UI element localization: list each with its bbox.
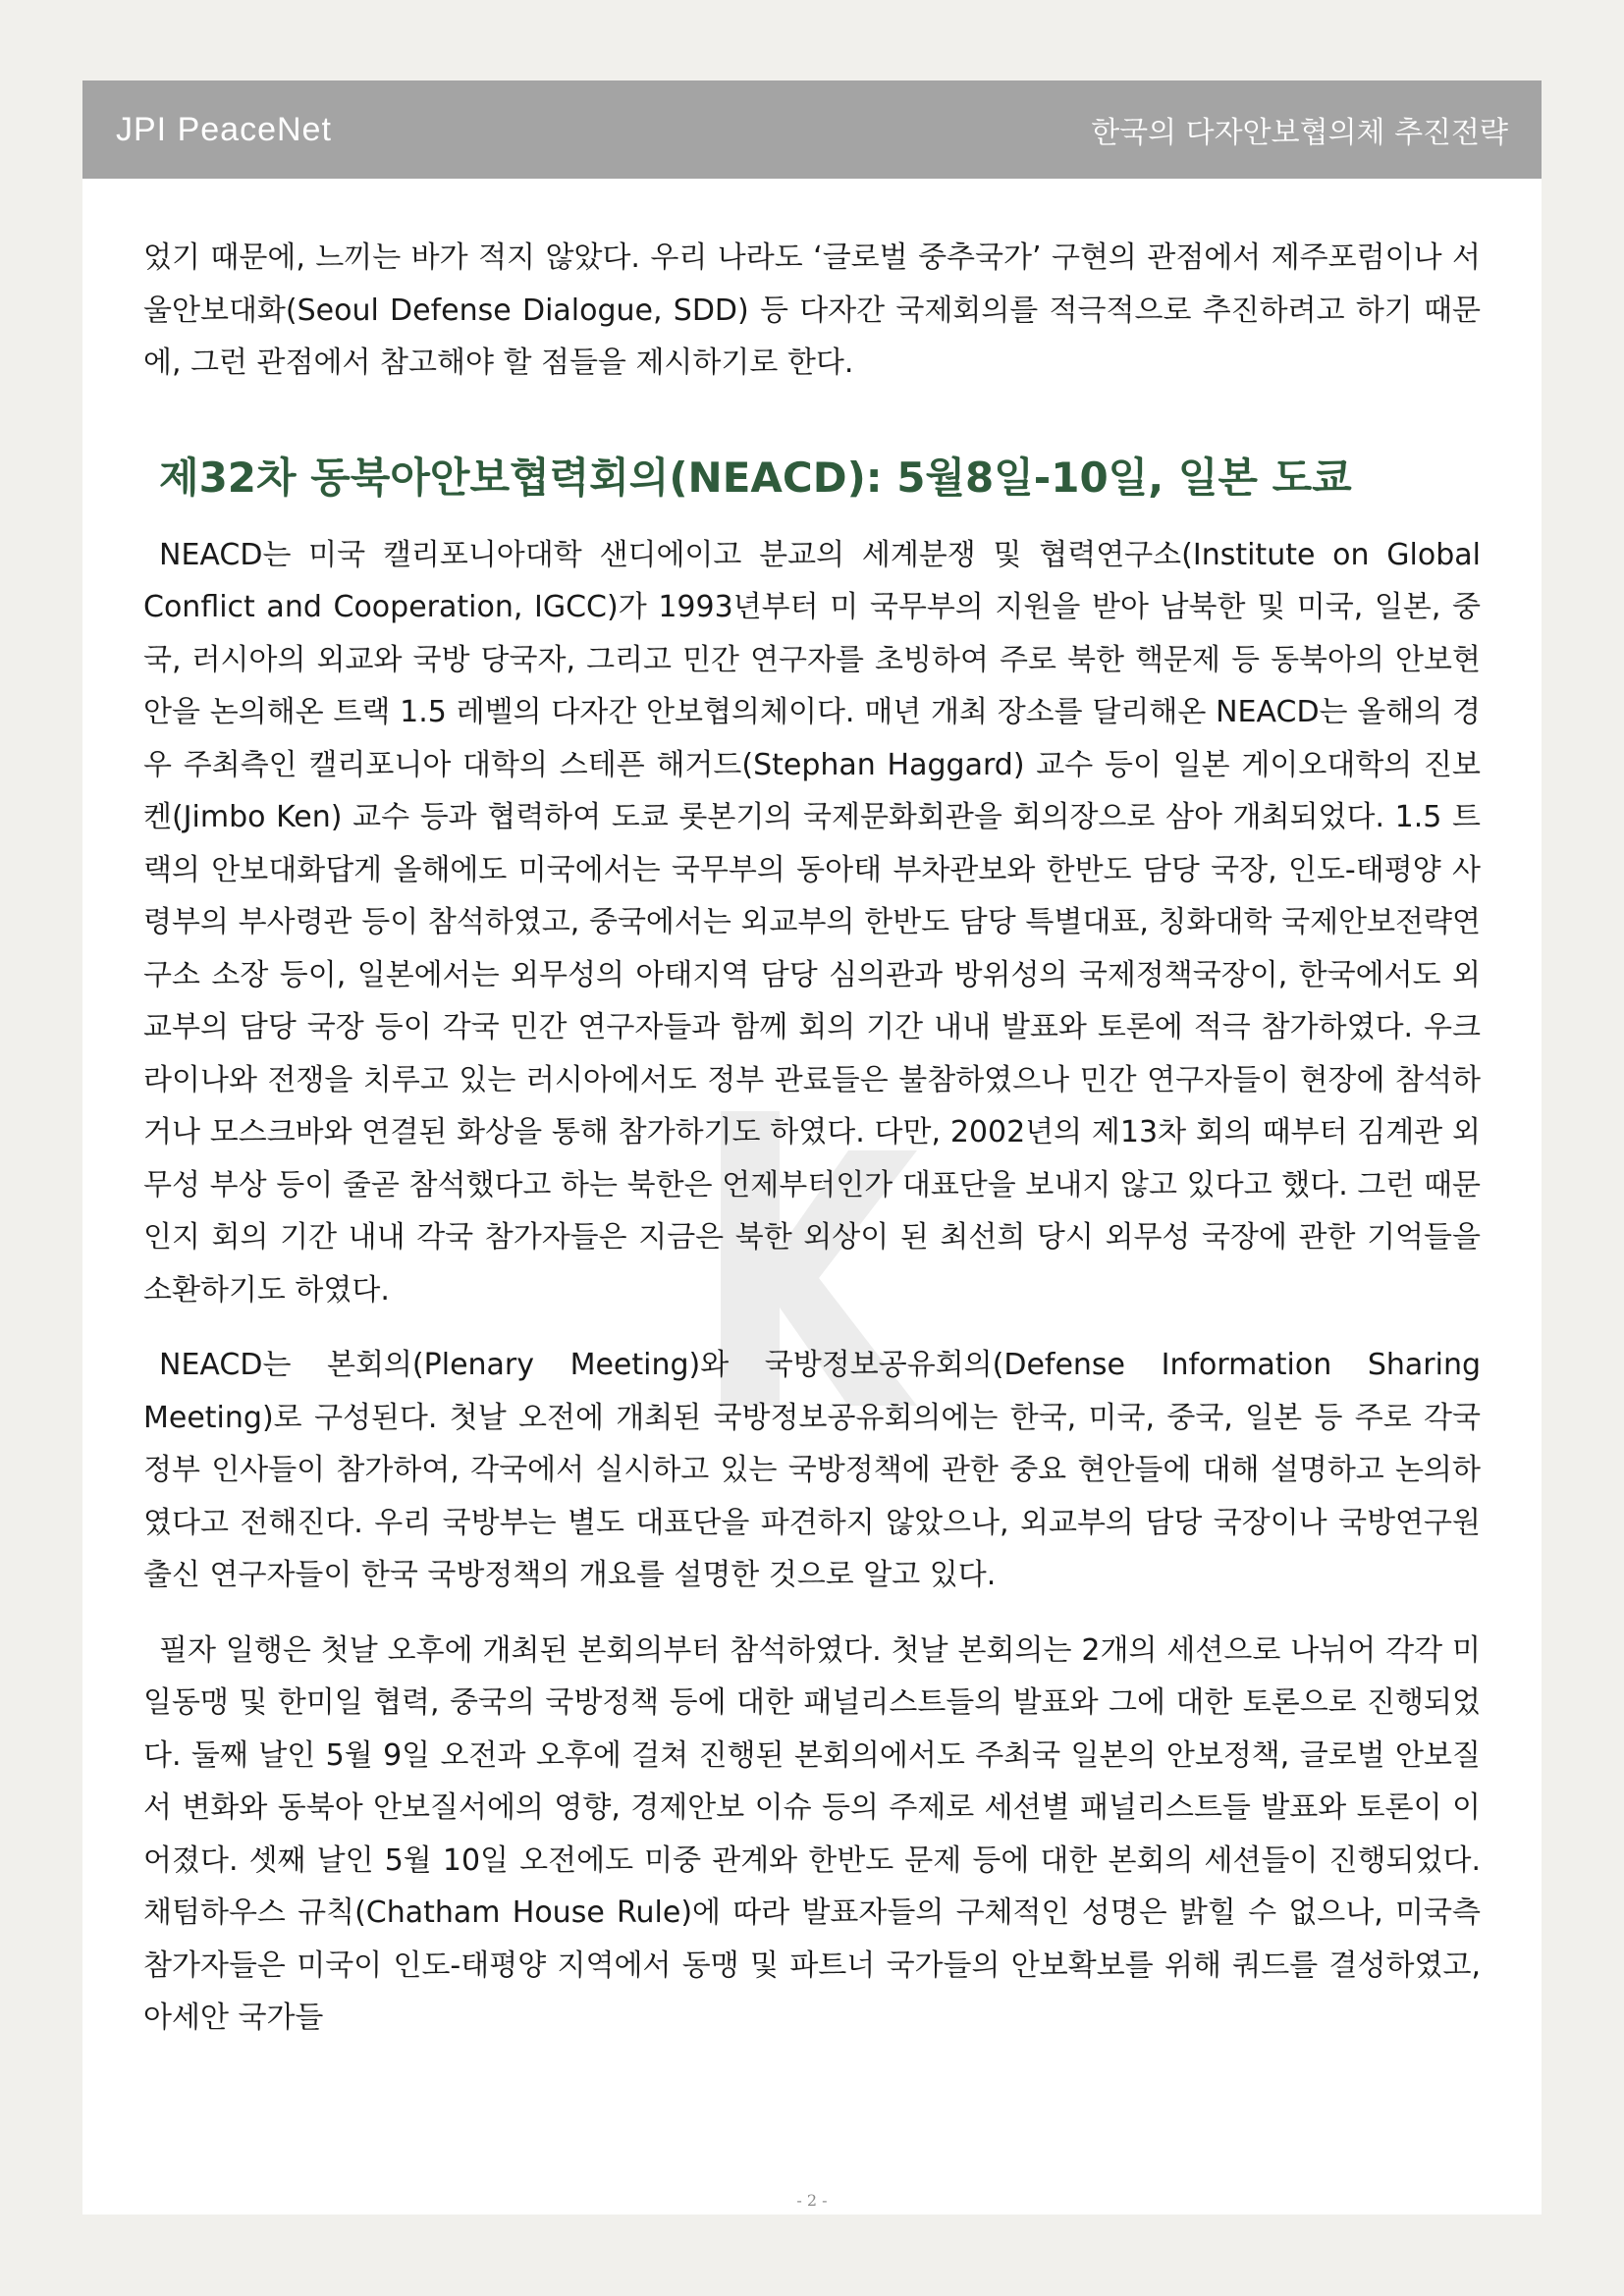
page-number: - 2 - [796, 2191, 828, 2210]
body-paragraph-3: 필자 일행은 첫날 오후에 개최된 본회의부터 참석하였다. 첫날 본회의는 2개의 세션으로 나뉘어 각각 미일동맹 및 한미일 협력, 중국의 국방정책 등에 대한 패널리스트들의 발표와 그에 대한 토론으로 진행되었다. 둘째 날인 5월 9일 오전과 오후에 걸쳐 진행된 본회의에서도 주최국 일본의 안보정책, 글로벌 안보질서 변화와 동북아 안보질서에의 영향, 경제안보 이슈 등의 주제로 세션별 패널리스트들 발표와 토론이 이어졌다. 셋째 날인 5월 10일 오전에도 미중 관계와 한반도 문제 등에 대한 본회의 세션들이 진행되었다. 채텀하우스 규칙(Chatham House Rule)에 따라 발표자들의 구체적인 성명은 밝힐 수 없으나, 미국측 참가자들은 미국이 인도-태평양 지역에서 동맹 및 파트너 국가들의 안보확보를 위해 쿼드를 결성하였고, 아세안 국가들 [143, 1632, 1481, 2035]
body-paragraph-1: NEACD는 미국 캘리포니아대학 샌디에이고 분교의 세계분쟁 및 협력연구소(Institute on Global Conflict and Cooperation, IGCC)가 1993년부터 미 국무부의 지원을 받아 남북한 및 미국, 일본, 중국, 러시아의 외교와 국방 당국자, 그리고 민간 연구자를 초빙하여 주로 북한 핵문제 등 동북아의 안보현안을 논의해온 트랙 1.5 레벨의 다자간 안보협의체이다. 매년 개최 장소를 달리해온 NEACD는 올해의 경우 주최측인 캘리포니아 대학의 스테픈 해거드(Stephan Haggard) 교수 등이 일본 게이오대학의 진보 켄(Jimbo Ken) 교수 등과 협력하여 도쿄 롯본기의 국제문화회관을 회의장으로 삼아 개최되었다. 1.5 트랙의 안보대화답게 올해에도 미국에서는 국무부의 동아태 부차관보와 한반도 담당 국장, 인도-태평양 사령부의 부사령관 등이 참석하였고, 중국에서는 외교부의 한반도 담당 특별대표, 칭화대학 국제안보전략연구소 소장 등이, 일본에서는 외무성의 아태지역 담당 심의관과 방위성의 국제정책국장이, 한국에서도 외교부의 담당 국장 등이 각국 민간 연구자들과 함께 회의 기간 내내 발표와 토론에 적극 참가하였다. 우크라이나와 전쟁을 치루고 있는 러시아에서도 정부 관료들은 불참하였으나 민간 연구자들이 현장에 참석하거나 모스크바와 연결된 화상을 통해 참가하기도 하였다. 다만, 2002년의 제13차 회의 때부터 김계관 외무성 부상 등이 줄곧 참석했다고 하는 북한은 언제부터인가 대표단을 보내지 않고 있다고 했다. 그런 때문인지 회의 기간 내내 각국 참가자들은 지금은 북한 외상이 된 최선희 당시 외무성 국장에 관한 기억들을 소환하기도 하였다. [143, 537, 1481, 1308]
document-title: 한국의 다자안보협의체 추진전략 [1091, 116, 1508, 150]
document-page [82, 80, 1542, 2215]
intro-paragraph: 었기 때문에, 느끼는 바가 적지 않았다. 우리 나라도 ‘글로벌 중추국가’ 구현의 관점에서 제주포럼이나 서울안보대화(Seoul Defense Dialogue, SDD) 등 다자간 국제회의를 적극적으로 추진하려고 하기 때문에, 그런 관점에서 참고해야 할 점들을 제시하기로 한다. [143, 240, 1481, 380]
brand-name: JPI PeaceNet [116, 110, 332, 148]
main-content [143, 232, 1481, 2045]
section-heading: 제32차 동북아안보협력회의(NEACD): 5월8일-10일, 일본 도쿄 [159, 453, 1352, 502]
body-paragraph-2: NEACD는 본회의(Plenary Meeting)와 국방정보공유회의(Defense Information Sharing Meeting)로 구성된다. 첫날 오전에 개최된 국방정보공유회의에는 한국, 미국, 중국, 일본 등 주로 각국 정부 인사들이 참가하여, 각국에서 실시하고 있는 국방정책에 관한 중요 현안들에 대해 설명하고 논의하였다고 전해진다. 우리 국방부는 별도 대표단을 파견하지 않았으나, 외교부의 담당 국장이나 국방연구원 출신 연구자들이 한국 국방정책의 개요를 설명한 것으로 알고 있다. [143, 1348, 1481, 1592]
page-header [82, 80, 1542, 179]
